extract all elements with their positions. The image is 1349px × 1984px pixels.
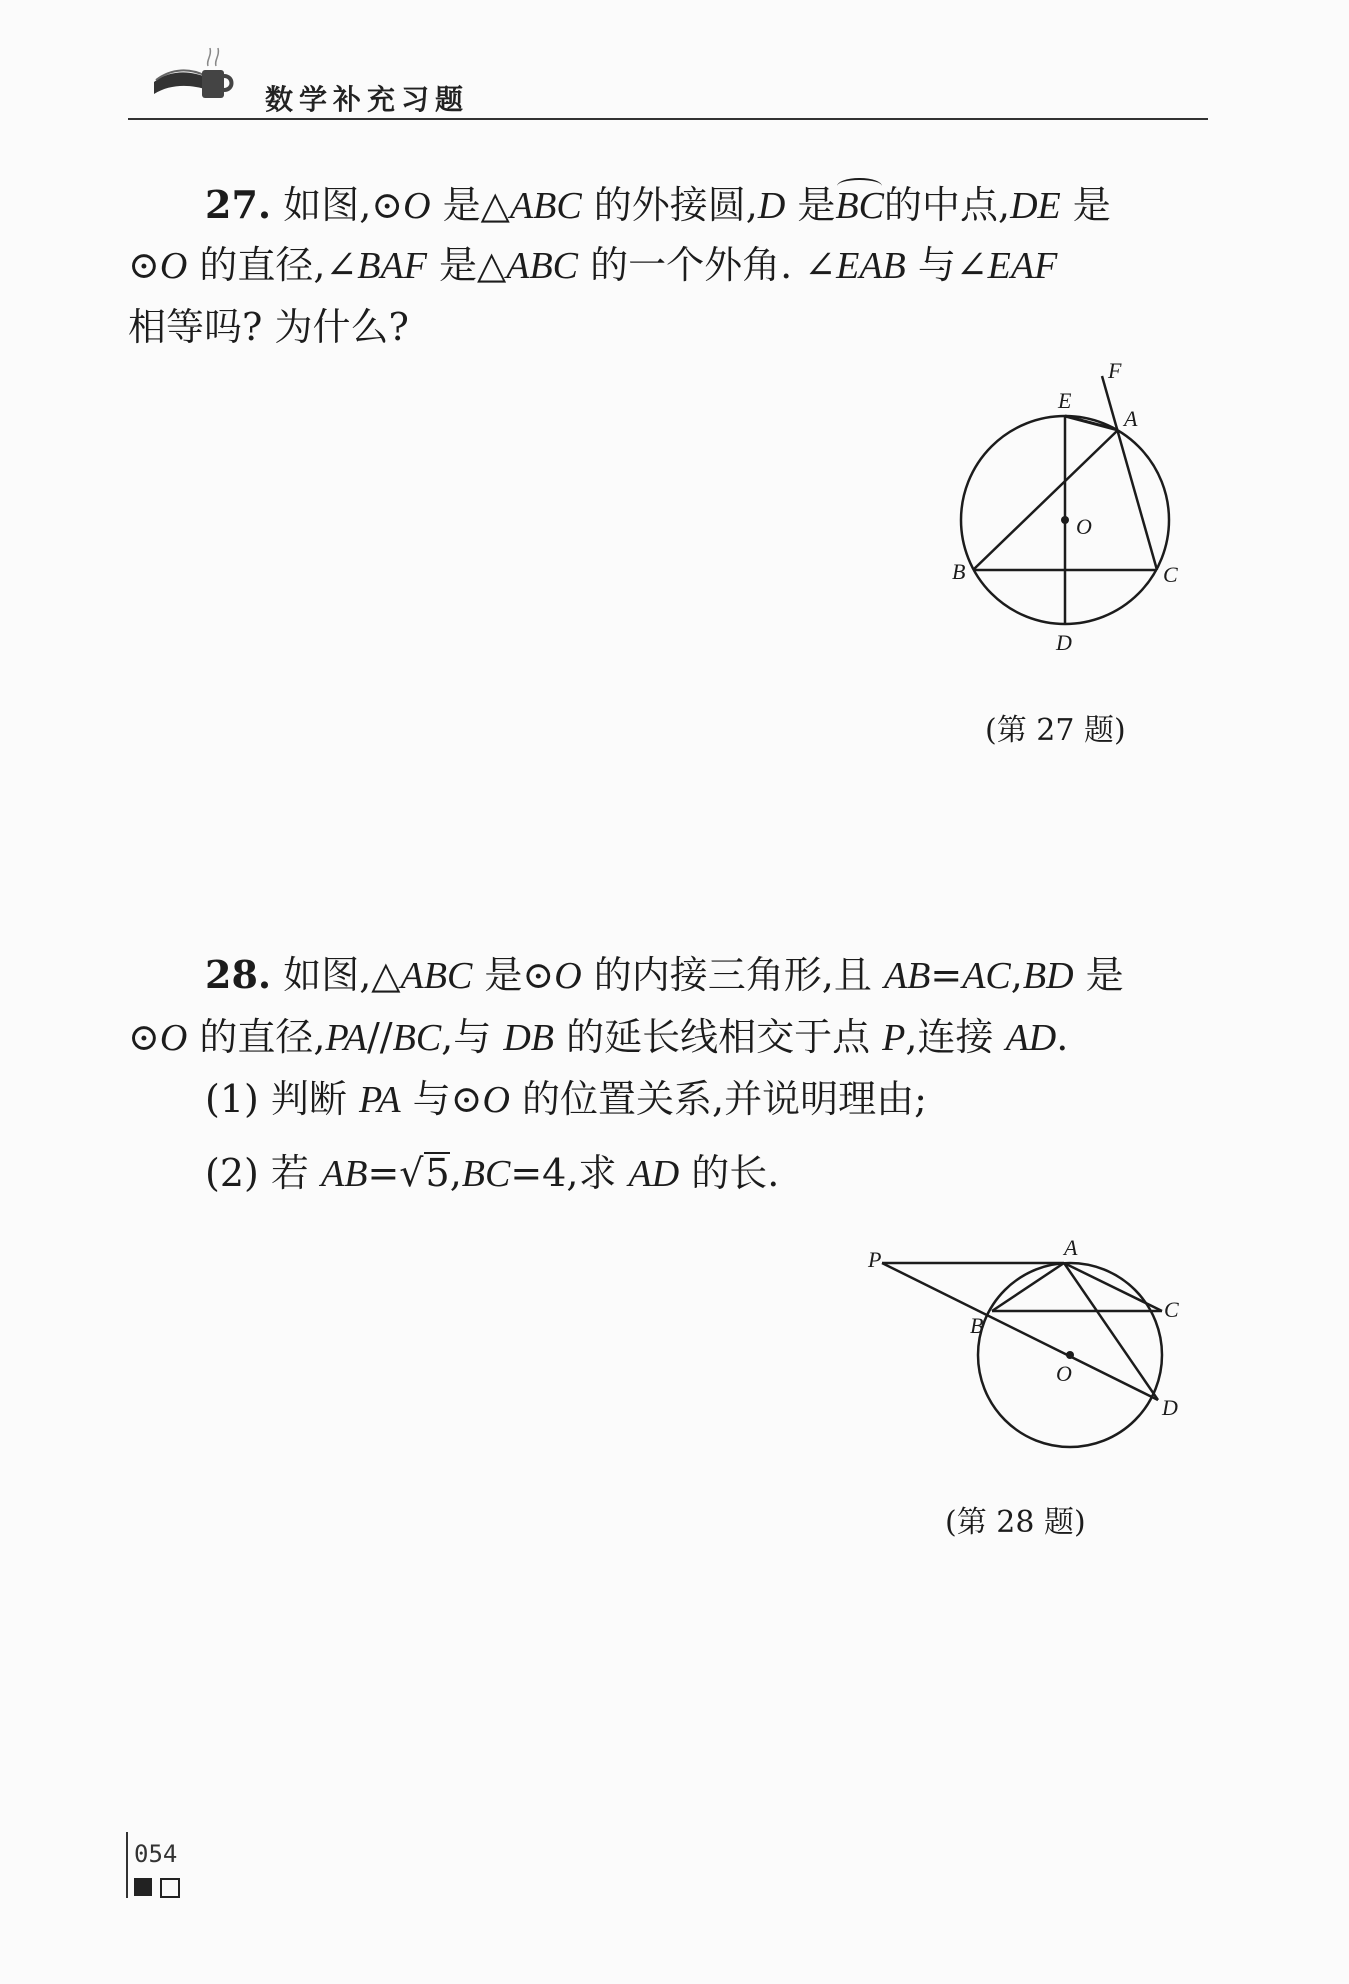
label-C: C bbox=[1164, 1297, 1179, 1322]
problem-27-line-2: ⊙O 的直径,∠BAF 是△ABC 的一个外角. ∠EAB 与∠EAF bbox=[128, 243, 1058, 287]
header-divider bbox=[128, 118, 1208, 120]
figure-28 bbox=[850, 1225, 1190, 1455]
label-B: B bbox=[970, 1313, 984, 1338]
caption-27: (第 27 题) bbox=[985, 713, 1126, 748]
label-F: F bbox=[1108, 360, 1122, 383]
sqrt-radicand: 5 bbox=[425, 1151, 450, 1195]
caption-28: (第 28 题) bbox=[945, 1505, 1086, 1540]
label-D: D bbox=[1056, 630, 1072, 655]
figure-27 bbox=[940, 360, 1180, 660]
arc-bc: BC bbox=[835, 185, 884, 227]
footer-divider bbox=[126, 1832, 128, 1898]
label-P: P bbox=[868, 1247, 882, 1272]
filled-square-marker bbox=[134, 1878, 152, 1896]
label-C: C bbox=[1163, 562, 1178, 587]
empty-square-marker bbox=[160, 1878, 180, 1898]
problem-28-part-1: (1) 判断 PA 与⊙O 的位置关系,并说明理由; bbox=[205, 1077, 927, 1121]
label-E: E bbox=[1058, 388, 1072, 413]
problem-28-number: 28. bbox=[205, 952, 272, 997]
label-O: O bbox=[1056, 1361, 1072, 1386]
header-title: 数学补充习题 bbox=[265, 83, 470, 116]
problem-28-line-2: ⊙O 的直径,PA//BC,与 DB 的延长线相交于点 P,连接 AD. bbox=[128, 1015, 1069, 1059]
label-D: D bbox=[1162, 1395, 1178, 1420]
label-O: O bbox=[1076, 514, 1092, 539]
problem-27-line-3: 相等吗? 为什么? bbox=[128, 305, 409, 349]
problem-28-part-2: (2) 若 AB=√5,BC=4,求 AD 的长. bbox=[205, 1151, 780, 1195]
problem-27-number: 27. bbox=[205, 182, 272, 227]
label-A: A bbox=[1124, 406, 1138, 431]
page-number: 054 bbox=[134, 1840, 178, 1868]
problem-28-line-1: 28. 如图,△ABC 是⊙O 的内接三角形,且 AB=AC,BD 是 bbox=[205, 952, 1124, 997]
label-B: B bbox=[952, 559, 966, 584]
book-and-mug-icon bbox=[150, 40, 240, 110]
problem-27-line-1: 27. 如图,⊙O 是△ABC 的外接圆,D 是BC的中点,DE 是 bbox=[205, 182, 1111, 227]
label-A: A bbox=[1064, 1235, 1078, 1260]
